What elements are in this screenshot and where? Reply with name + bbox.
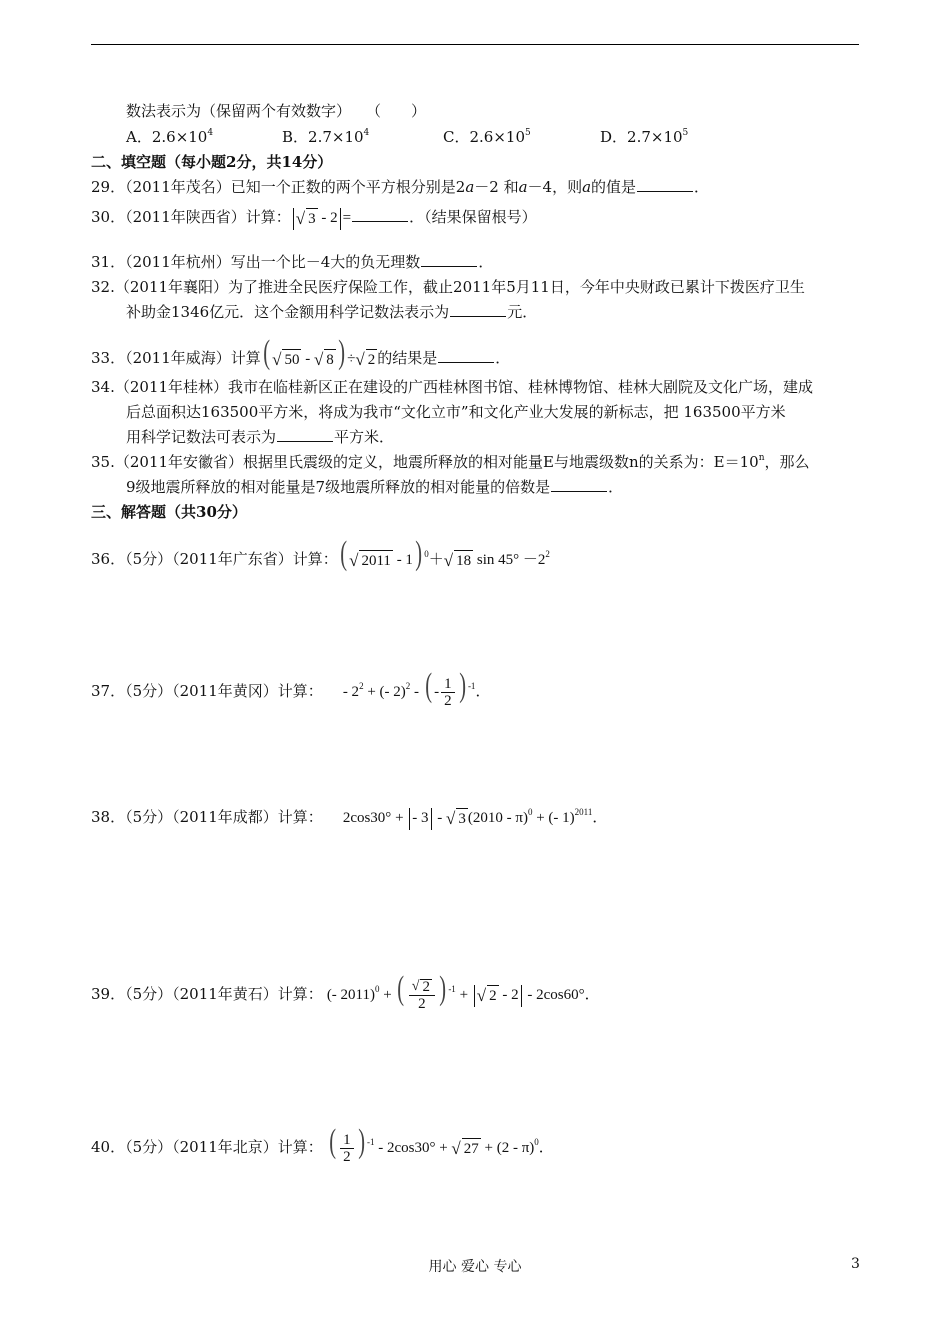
- question-34-line1: 34.（2011年桂林）我市在临桂新区正在建设的广西桂林图书馆、桂林博物馆、桂林大剧院及文化广场，建成: [91, 378, 814, 396]
- question-32-line1: 32.（2011年襄阳）为了推进全民医疗保险工作，截止2011年5月11日，今年中央财政已累计下拨医疗卫生: [91, 278, 805, 296]
- answer-blank: [352, 207, 408, 222]
- question-38: 38．（5分）（2011年成都）计算： 2cos30° + - 3 - √ 3 (2010 - π)$^0$ + (- 1)$^{2011}$．: [91, 807, 608, 828]
- question-31: 31．（2011年杭州）写出一个比－4大的负无理数 ．: [91, 253, 494, 271]
- answer-blank: [450, 302, 506, 317]
- question-37: 37．（5分）（2011年黄冈）计算： - $2^2$ + (- 2)$^2$ - ( - $\frac{1}{2}$ ) $^{-1}$．: [91, 667, 491, 710]
- q28-text: 数法表示为（保留两个有效数字） （ ）: [126, 102, 427, 120]
- question-35-line1: 35.（2011年安徽省）根据里氏震级的定义，地震所释放的相对能量E与地震级数n的关系为：$E=10^n$，那么: [91, 453, 810, 471]
- question-35-line2: 9级地震所释放的相对能量是7级地震所释放的相对能量的倍数是 ．: [126, 478, 624, 496]
- page-footer: 用心 爱心 专心: [428, 1259, 522, 1275]
- sqrt-expression: √ 3: [295, 208, 316, 228]
- fraction: √ 2 2: [409, 979, 435, 1013]
- header-rule: [91, 44, 859, 45]
- section-heading-solve: 三、解答题（共30分）: [91, 503, 247, 521]
- answer-blank: [421, 252, 477, 267]
- section-heading-fill-in: 二、填空题（每小题2分，共14分）: [91, 153, 333, 171]
- fraction: $\frac{1}{2}$: [340, 1132, 354, 1165]
- answer-blank: [551, 477, 607, 492]
- fraction: $\frac{1}{2}$: [441, 676, 455, 709]
- q28-option-c: C．$2.6\times 10^5$: [443, 128, 531, 146]
- question-34-line3: 用科学记数法可表示为 平方米．: [126, 428, 395, 446]
- q28-option-d: D．$2.7\times 10^5$: [600, 128, 689, 146]
- question-36: 36．（5分）（2011年广东省）计算：( √ 2011 - 1) $^0$＋ √ 18 $\sin 45^\circ -2^2$: [91, 535, 550, 572]
- question-33: 33．（2011年威海）计算( √ 50 - √ 8 ) ÷ √ 2 的结果是 ．: [91, 334, 511, 371]
- answer-blank: [438, 348, 494, 363]
- answer-blank: [637, 177, 693, 192]
- q28-option-b: B．$2.7\times 10^4$: [282, 128, 370, 146]
- question-40: 40．（5分）（2011年北京）计算： ( $\frac{1}{2}$ ) $^{-1}$ - 2cos30° + √ 27 + (2 - π)$^0$．: [91, 1123, 554, 1166]
- question-32-line2: 补助金1346亿元．这个金额用科学记数法表示为 元．: [126, 303, 538, 321]
- answer-blank: [277, 427, 333, 442]
- question-39: 39．（5分）（2011年黄石）计算： (- 2011)$^0$ + ( √ 2 2 ) $^{-1}$ + √ 2 - 2 - 2cos60°．: [91, 970, 600, 1013]
- q28-option-a: A．$2.6\times 10^4$: [126, 128, 214, 146]
- question-34-line2: 后总面积达163500平方米，将成为我市“文化立市”和文化产业大发展的新标志，把 163500平方米: [126, 403, 786, 421]
- question-30: 30．（2011年陕西省）计算： √ 3 - 2 = ．（结果保留根号）: [91, 208, 537, 228]
- abs-bar-right: [340, 208, 341, 230]
- page-number: 3: [851, 1256, 860, 1272]
- question-29: 29．（2011年茂名）已知一个正数的两个平方根分别是2a－2 和a－4，则a的值是 ．: [91, 178, 710, 196]
- abs-bar-left: [293, 208, 294, 230]
